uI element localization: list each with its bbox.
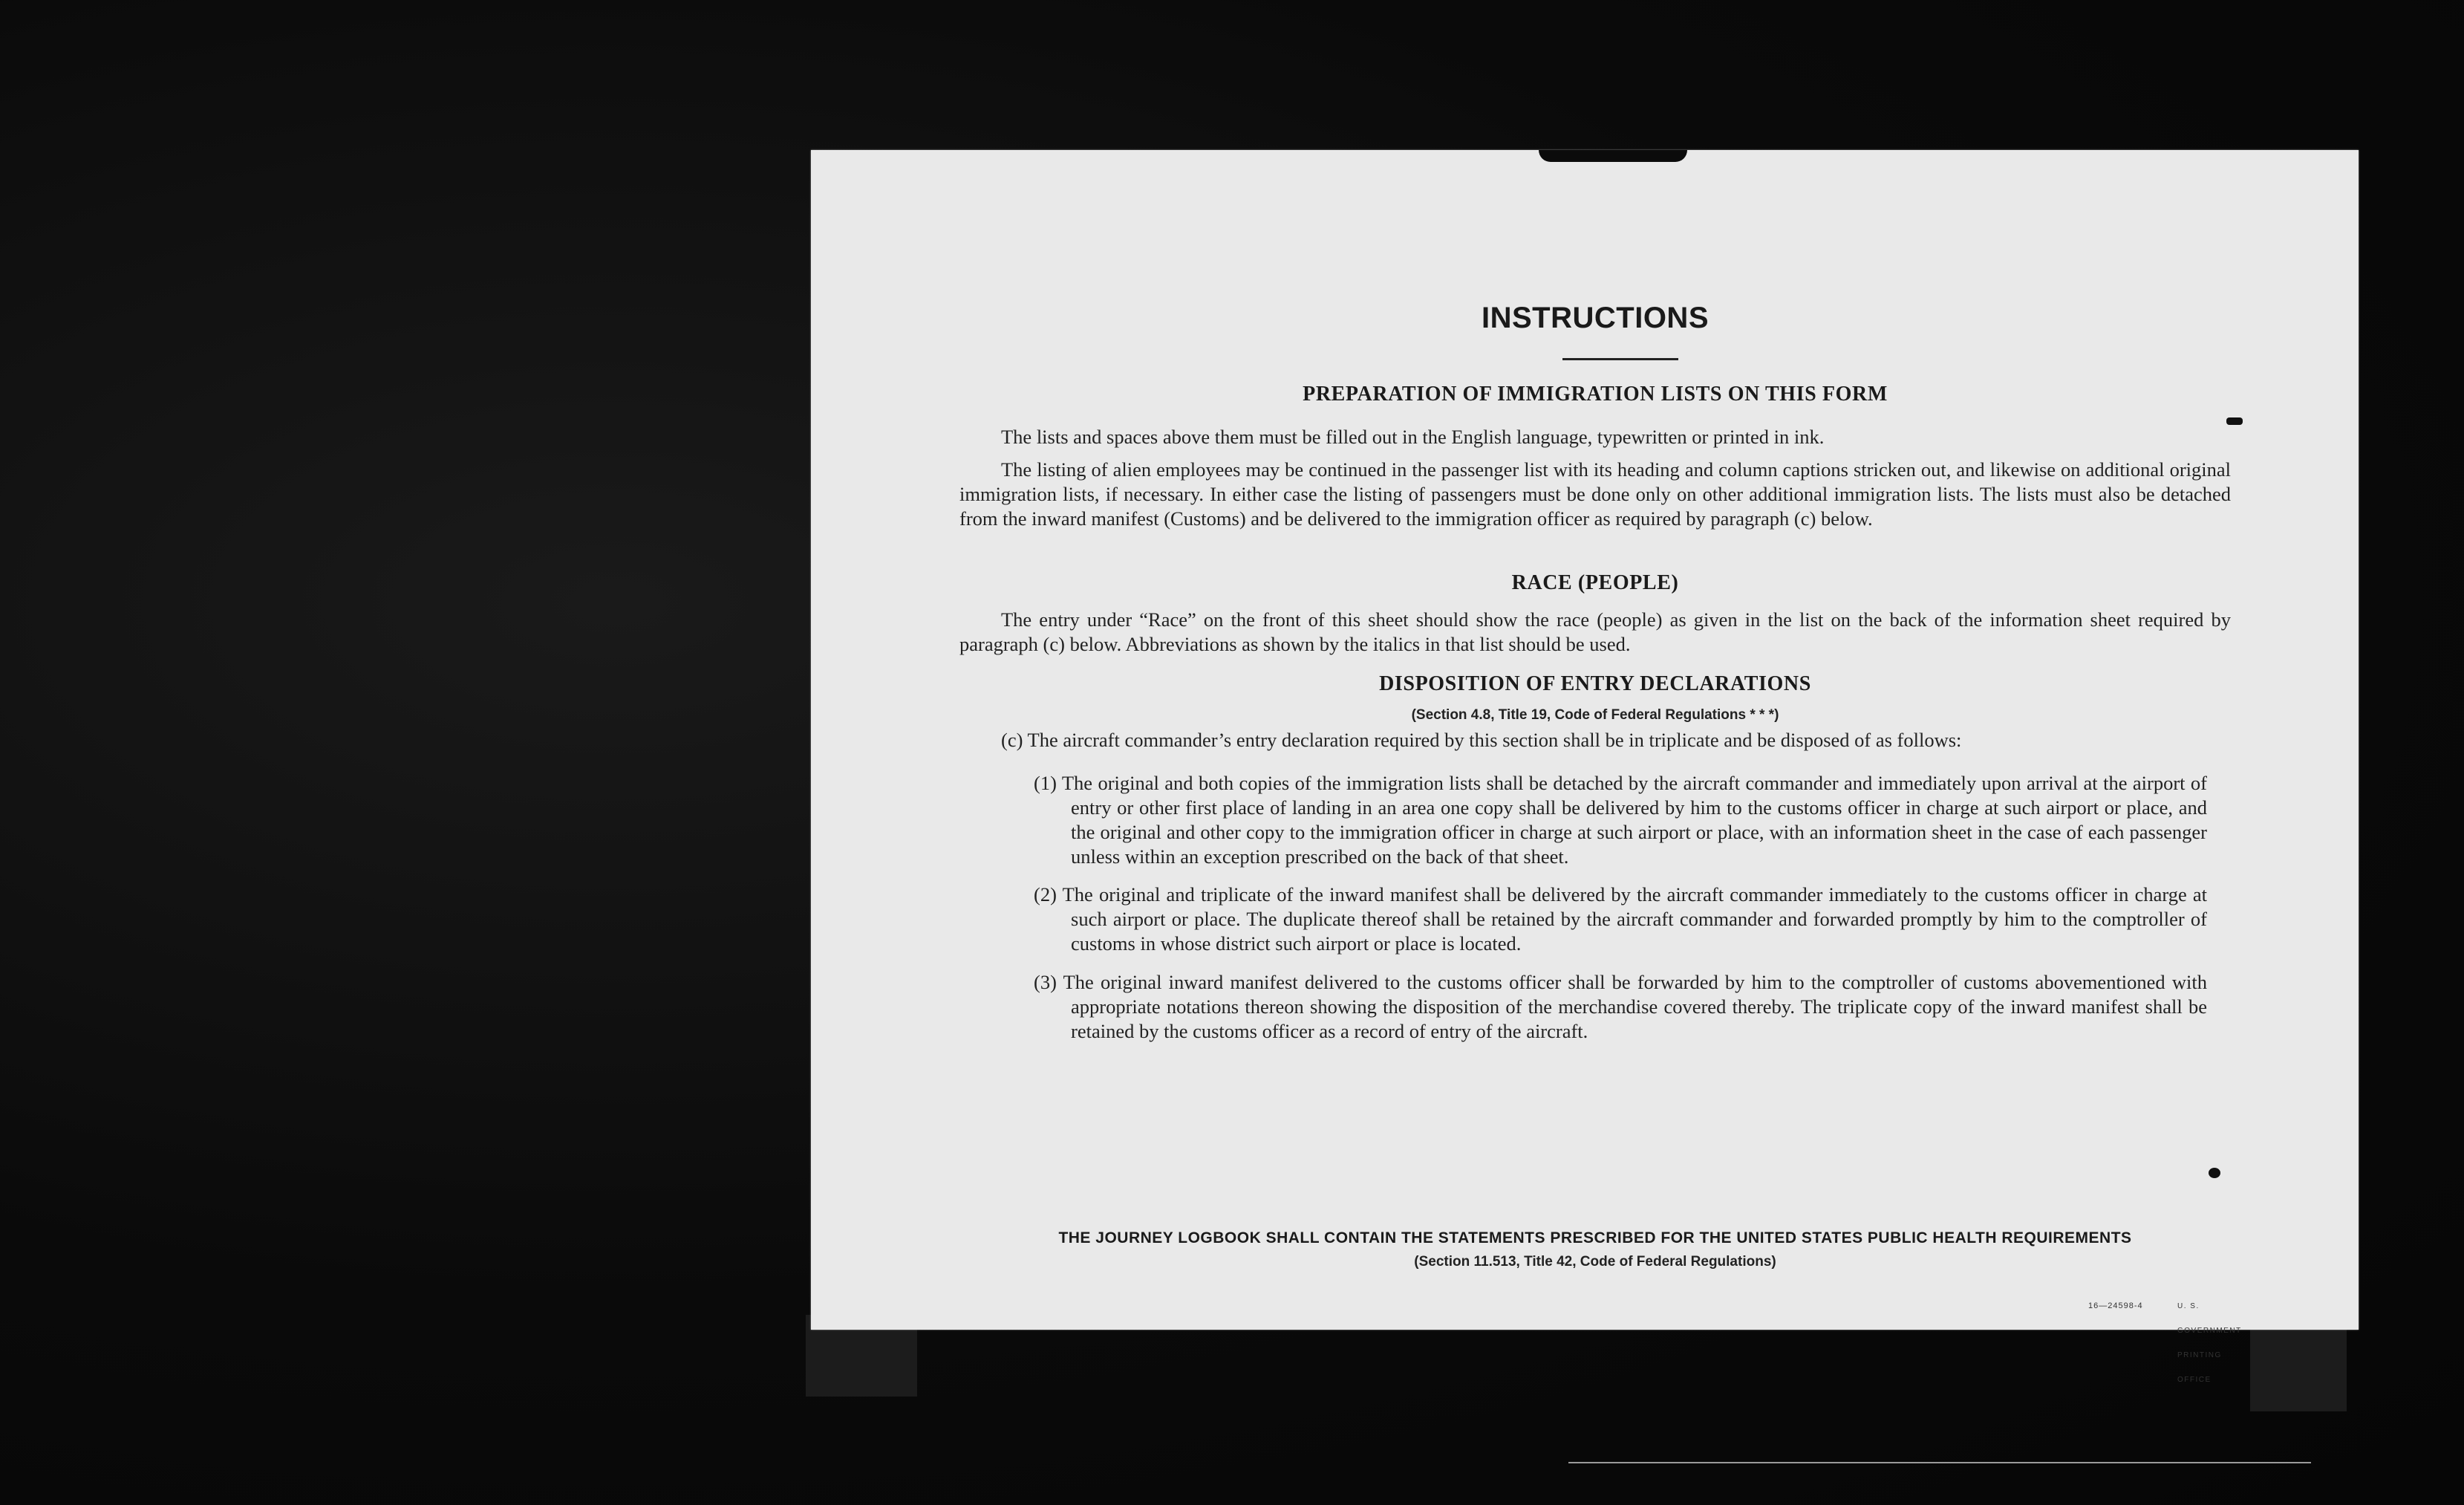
footer-citation: (Section 11.513, Title 42, Code of Federal Regulations) — [1414, 1254, 1776, 1270]
page-title: INSTRUCTIONS — [1482, 302, 1709, 334]
form-sheet — [811, 150, 2359, 1384]
race-paragraph: The entry under “Race” on the front of this sheet should show the race (people) as given in the list on the back of the information sheet required by paragraph (c) below. Abbreviations as shown by the italics in that list should be used. — [959, 608, 2231, 655]
print-code: 16—24598-4 — [2088, 1301, 2143, 1310]
disposition-item-3: (3) The original inward manifest delivered to the customs officer shall be forwarded by him to the comptroller of customs abovementioned with appropriate notations thereon showing the disposition of the merchandise covered thereby. The triplicate copy of the inward manifest shall be retained by the customs officer as a record of entry of the aircraft. — [1034, 971, 2207, 1042]
top-notch — [1539, 150, 1687, 162]
preparation-heading: PREPARATION OF IMMIGRATION LISTS ON THIS FORM — [1303, 383, 1888, 406]
preparation-paragraph-1: The lists and spaces above them must be filled out in the English language, typewritten or printed in ink. — [1001, 426, 1825, 448]
bottom-edge-perforation — [1568, 1462, 2311, 1463]
ink-blot — [2226, 417, 2243, 425]
disposition-citation: (Section 4.8, Title 19, Code of Federal Regulations * * *) — [1411, 707, 1779, 723]
disposition-intro: (c) The aircraft commander’s entry declaration required by this section shall be in triplicate and be disposed of as follows: — [1001, 729, 1962, 751]
disposition-heading: DISPOSITION OF ENTRY DECLARATIONS — [1379, 672, 1811, 695]
printer-imprint: U. S. GOVERNMENT PRINTING OFFICE — [2177, 1302, 2242, 1384]
footer-statement: THE JOURNEY LOGBOOK SHALL CONTAIN THE STATEMENTS PRESCRIBED FOR THE UNITED STATES PUBLIC HEALTH REQUIREMENTS — [1058, 1229, 2132, 1246]
preparation-paragraph-2: The listing of alien employees may be continued in the passenger list with its heading and column captions stricken out, and likewise on additional original immigration lists, if necessary. In either case the listing of passengers must be done only on other additional immigration lists. The lists must also be detached from the inward manifest (Customs) and be delivered to the immigration officer as required by paragraph (c) below. — [959, 458, 2231, 530]
disposition-item-1: (1) The original and both copies of the immigration lists shall be detached by the aircraft commander and immediately upon arrival at the airport of entry or other first place of landing in an area one copy shall be delivered by him to the customs officer in charge at such airport or place, and the original and other copy to the immigration officer in charge at such airport or place, with an information sheet in the case of each passenger unless within an exception prescribed on the back of that sheet. — [1034, 772, 2207, 868]
disposition-item-2: (2) The original and triplicate of the inward manifest shall be delivered by the aircraft commander immediately to the customs officer in charge at such airport or place. The duplicate thereof shall be retained by the aircraft commander and forwarded promptly by him to the comptroller of customs in whose district such airport or place is located. — [1034, 883, 2207, 955]
title-rule — [1562, 358, 1678, 360]
race-heading: RACE (PEOPLE) — [1511, 571, 1679, 594]
ink-speck — [2209, 1168, 2220, 1178]
